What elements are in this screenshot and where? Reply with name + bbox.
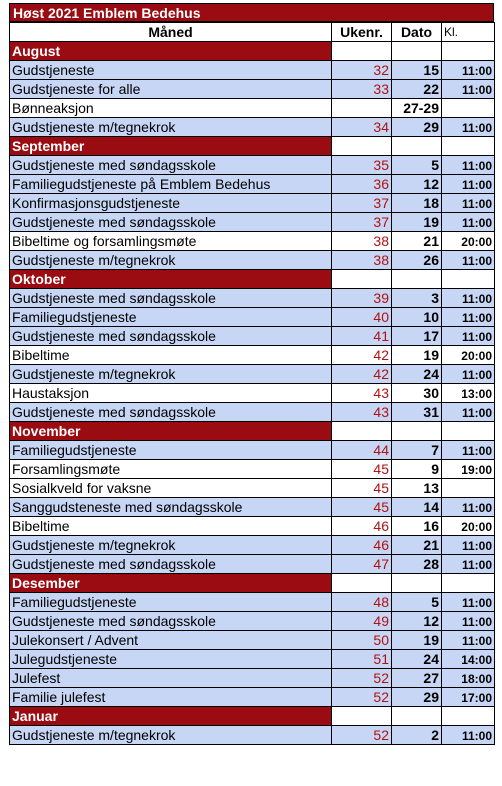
date-cell: 15 bbox=[392, 61, 442, 80]
week-cell: 46 bbox=[332, 517, 392, 536]
schedule-table bbox=[9, 22, 495, 745]
event-cell: Familiegudstjeneste på Emblem Bedehus bbox=[10, 175, 332, 194]
section-blank-cell bbox=[332, 422, 392, 441]
time-cell: 11:00 bbox=[442, 536, 495, 555]
table-row bbox=[10, 688, 495, 707]
week-cell: 48 bbox=[332, 593, 392, 612]
time-cell: 11:00 bbox=[442, 61, 495, 80]
time-cell: 19:00 bbox=[442, 460, 495, 479]
table-row bbox=[10, 403, 495, 422]
time-cell: 11:00 bbox=[442, 80, 495, 99]
week-cell bbox=[332, 99, 392, 118]
week-cell: 52 bbox=[332, 669, 392, 688]
table-row bbox=[10, 536, 495, 555]
section-blank-cell bbox=[332, 42, 392, 61]
date-cell: 31 bbox=[392, 403, 442, 422]
date-cell: 29 bbox=[392, 118, 442, 137]
week-cell: 47 bbox=[332, 555, 392, 574]
event-cell: Julefest bbox=[10, 669, 332, 688]
date-cell: 9 bbox=[392, 460, 442, 479]
section-blank-cell bbox=[332, 137, 392, 156]
time-cell: 11:00 bbox=[442, 365, 495, 384]
schedule-sheet bbox=[9, 3, 494, 745]
event-cell: Konfirmasjonsgudstjeneste bbox=[10, 194, 332, 213]
table-row bbox=[10, 365, 495, 384]
section-blank-cell bbox=[442, 574, 495, 593]
event-cell: Familie julefest bbox=[10, 688, 332, 707]
week-cell: 52 bbox=[332, 726, 392, 745]
section-blank-cell bbox=[392, 137, 442, 156]
table-row bbox=[10, 555, 495, 574]
time-cell: 11:00 bbox=[442, 251, 495, 270]
month-section-label: Januar bbox=[10, 707, 332, 726]
section-blank-cell bbox=[442, 422, 495, 441]
week-cell: 50 bbox=[332, 631, 392, 650]
table-row bbox=[10, 612, 495, 631]
date-cell: 26 bbox=[392, 251, 442, 270]
section-blank-cell bbox=[392, 707, 442, 726]
event-cell: Julekonsert / Advent bbox=[10, 631, 332, 650]
schedule-title: Høst 2021 Emblem Bedehus bbox=[9, 3, 494, 22]
section-blank-cell bbox=[442, 42, 495, 61]
time-cell: 11:00 bbox=[442, 403, 495, 422]
date-cell: 7 bbox=[392, 441, 442, 460]
section-blank-cell bbox=[442, 707, 495, 726]
week-cell: 38 bbox=[332, 251, 392, 270]
event-cell: Familiegudstjeneste bbox=[10, 593, 332, 612]
table-row bbox=[10, 99, 495, 118]
week-cell: 38 bbox=[332, 232, 392, 251]
time-cell: 11:00 bbox=[442, 289, 495, 308]
event-cell: Gudstjeneste med søndagsskole bbox=[10, 327, 332, 346]
time-cell: 11:00 bbox=[442, 612, 495, 631]
week-cell: 33 bbox=[332, 80, 392, 99]
event-cell: Gudstjeneste for alle bbox=[10, 80, 332, 99]
week-cell: 52 bbox=[332, 688, 392, 707]
week-cell: 32 bbox=[332, 61, 392, 80]
time-cell: 11:00 bbox=[442, 726, 495, 745]
date-cell: 12 bbox=[392, 175, 442, 194]
week-cell: 43 bbox=[332, 384, 392, 403]
time-cell: 13:00 bbox=[442, 384, 495, 403]
table-row bbox=[10, 479, 495, 498]
event-cell: Gudstjeneste m/tegnekrok bbox=[10, 726, 332, 745]
week-cell: 36 bbox=[332, 175, 392, 194]
week-cell: 42 bbox=[332, 365, 392, 384]
week-cell: 37 bbox=[332, 213, 392, 232]
week-cell: 51 bbox=[332, 650, 392, 669]
event-cell: Gudstjeneste med søndagsskole bbox=[10, 612, 332, 631]
table-row bbox=[10, 213, 495, 232]
time-cell: 11:00 bbox=[442, 498, 495, 517]
event-cell: Gudstjeneste m/tegnekrok bbox=[10, 118, 332, 137]
event-cell: Gudstjeneste bbox=[10, 61, 332, 80]
event-cell: Forsamlingsmøte bbox=[10, 460, 332, 479]
month-section-row bbox=[10, 137, 495, 156]
date-cell: 17 bbox=[392, 327, 442, 346]
table-row bbox=[10, 726, 495, 745]
table-row bbox=[10, 175, 495, 194]
date-cell: 5 bbox=[392, 593, 442, 612]
date-cell: 13 bbox=[392, 479, 442, 498]
date-cell: 16 bbox=[392, 517, 442, 536]
week-cell: 46 bbox=[332, 536, 392, 555]
week-cell: 42 bbox=[332, 346, 392, 365]
date-cell: 2 bbox=[392, 726, 442, 745]
week-cell: 49 bbox=[332, 612, 392, 631]
event-cell: Gudstjeneste med søndagsskole bbox=[10, 213, 332, 232]
section-blank-cell bbox=[442, 270, 495, 289]
table-row bbox=[10, 61, 495, 80]
time-cell: 11:00 bbox=[442, 194, 495, 213]
header-week: Ukenr. bbox=[332, 23, 392, 42]
header-date: Dato bbox=[392, 23, 442, 42]
time-cell bbox=[442, 99, 495, 118]
table-row bbox=[10, 232, 495, 251]
event-cell: Sosialkveld for vaksne bbox=[10, 479, 332, 498]
table-row bbox=[10, 289, 495, 308]
date-cell: 19 bbox=[392, 213, 442, 232]
week-cell: 35 bbox=[332, 156, 392, 175]
event-cell: Bibeltime bbox=[10, 346, 332, 365]
section-blank-cell bbox=[332, 270, 392, 289]
date-cell: 27 bbox=[392, 669, 442, 688]
section-blank-cell bbox=[392, 422, 442, 441]
table-row bbox=[10, 346, 495, 365]
event-cell: Haustaksjon bbox=[10, 384, 332, 403]
section-blank-cell bbox=[392, 574, 442, 593]
time-cell: 20:00 bbox=[442, 346, 495, 365]
time-cell: 18:00 bbox=[442, 669, 495, 688]
event-cell: Gudstjeneste m/tegnekrok bbox=[10, 536, 332, 555]
section-blank-cell bbox=[392, 42, 442, 61]
time-cell: 17:00 bbox=[442, 688, 495, 707]
table-row bbox=[10, 441, 495, 460]
time-cell: 20:00 bbox=[442, 517, 495, 536]
week-cell: 45 bbox=[332, 479, 392, 498]
table-row bbox=[10, 308, 495, 327]
date-cell: 3 bbox=[392, 289, 442, 308]
section-blank-cell bbox=[332, 707, 392, 726]
date-cell: 18 bbox=[392, 194, 442, 213]
month-section-row bbox=[10, 270, 495, 289]
month-section-label: August bbox=[10, 42, 332, 61]
header-row bbox=[10, 23, 495, 42]
time-cell: 11:00 bbox=[442, 593, 495, 612]
table-row bbox=[10, 517, 495, 536]
time-cell: 11:00 bbox=[442, 118, 495, 137]
date-cell: 21 bbox=[392, 536, 442, 555]
time-cell: 11:00 bbox=[442, 631, 495, 650]
event-cell: Gudstjeneste med søndagsskole bbox=[10, 289, 332, 308]
time-cell: 11:00 bbox=[442, 308, 495, 327]
month-section-label: Oktober bbox=[10, 270, 332, 289]
date-cell: 21 bbox=[392, 232, 442, 251]
table-row bbox=[10, 650, 495, 669]
month-section-row bbox=[10, 574, 495, 593]
table-row bbox=[10, 118, 495, 137]
date-cell: 30 bbox=[392, 384, 442, 403]
table-row bbox=[10, 498, 495, 517]
section-blank-cell bbox=[442, 137, 495, 156]
month-section-row bbox=[10, 707, 495, 726]
event-cell: Bibeltime og forsamlingsmøte bbox=[10, 232, 332, 251]
event-cell: Bibeltime bbox=[10, 517, 332, 536]
header-month: Måned bbox=[10, 23, 332, 42]
section-blank-cell bbox=[392, 270, 442, 289]
month-section-label: September bbox=[10, 137, 332, 156]
table-row bbox=[10, 384, 495, 403]
time-cell bbox=[442, 479, 495, 498]
date-cell: 14 bbox=[392, 498, 442, 517]
month-section-row bbox=[10, 42, 495, 61]
event-cell: Gudstjeneste med søndagsskole bbox=[10, 403, 332, 422]
table-row bbox=[10, 156, 495, 175]
date-cell: 5 bbox=[392, 156, 442, 175]
week-cell: 41 bbox=[332, 327, 392, 346]
week-cell: 45 bbox=[332, 498, 392, 517]
date-cell: 24 bbox=[392, 650, 442, 669]
week-cell: 43 bbox=[332, 403, 392, 422]
week-cell: 39 bbox=[332, 289, 392, 308]
date-cell: 22 bbox=[392, 80, 442, 99]
event-cell: Sanggudsteneste med søndagsskole bbox=[10, 498, 332, 517]
date-cell: 12 bbox=[392, 612, 442, 631]
table-row bbox=[10, 251, 495, 270]
date-cell: 29 bbox=[392, 688, 442, 707]
event-cell: Gudstjeneste m/tegnekrok bbox=[10, 251, 332, 270]
event-cell: Familiegudstjeneste bbox=[10, 441, 332, 460]
section-blank-cell bbox=[332, 574, 392, 593]
table-row bbox=[10, 669, 495, 688]
time-cell: 11:00 bbox=[442, 441, 495, 460]
week-cell: 45 bbox=[332, 460, 392, 479]
date-cell: 24 bbox=[392, 365, 442, 384]
time-cell: 11:00 bbox=[442, 555, 495, 574]
time-cell: 20:00 bbox=[442, 232, 495, 251]
time-cell: 11:00 bbox=[442, 327, 495, 346]
month-section-row bbox=[10, 422, 495, 441]
event-cell: Bønneaksjon bbox=[10, 99, 332, 118]
week-cell: 40 bbox=[332, 308, 392, 327]
table-row bbox=[10, 80, 495, 99]
event-cell: Familiegudstjeneste bbox=[10, 308, 332, 327]
table-row bbox=[10, 631, 495, 650]
event-cell: Gudstjeneste med søndagsskole bbox=[10, 555, 332, 574]
time-cell: 11:00 bbox=[442, 156, 495, 175]
table-row bbox=[10, 593, 495, 612]
table-row bbox=[10, 327, 495, 346]
time-cell: 14:00 bbox=[442, 650, 495, 669]
week-cell: 34 bbox=[332, 118, 392, 137]
month-section-label: Desember bbox=[10, 574, 332, 593]
week-cell: 37 bbox=[332, 194, 392, 213]
header-time: Kl. bbox=[442, 23, 495, 42]
date-cell: 19 bbox=[392, 346, 442, 365]
event-cell: Gudstjeneste m/tegnekrok bbox=[10, 365, 332, 384]
table-row bbox=[10, 460, 495, 479]
date-cell: 10 bbox=[392, 308, 442, 327]
date-cell: 19 bbox=[392, 631, 442, 650]
event-cell: Gudstjeneste med søndagsskole bbox=[10, 156, 332, 175]
month-section-label: November bbox=[10, 422, 332, 441]
time-cell: 11:00 bbox=[442, 175, 495, 194]
time-cell: 11:00 bbox=[442, 213, 495, 232]
event-cell: Julegudstjeneste bbox=[10, 650, 332, 669]
date-cell: 27-29 bbox=[392, 99, 442, 118]
week-cell: 44 bbox=[332, 441, 392, 460]
table-row bbox=[10, 194, 495, 213]
date-cell: 28 bbox=[392, 555, 442, 574]
